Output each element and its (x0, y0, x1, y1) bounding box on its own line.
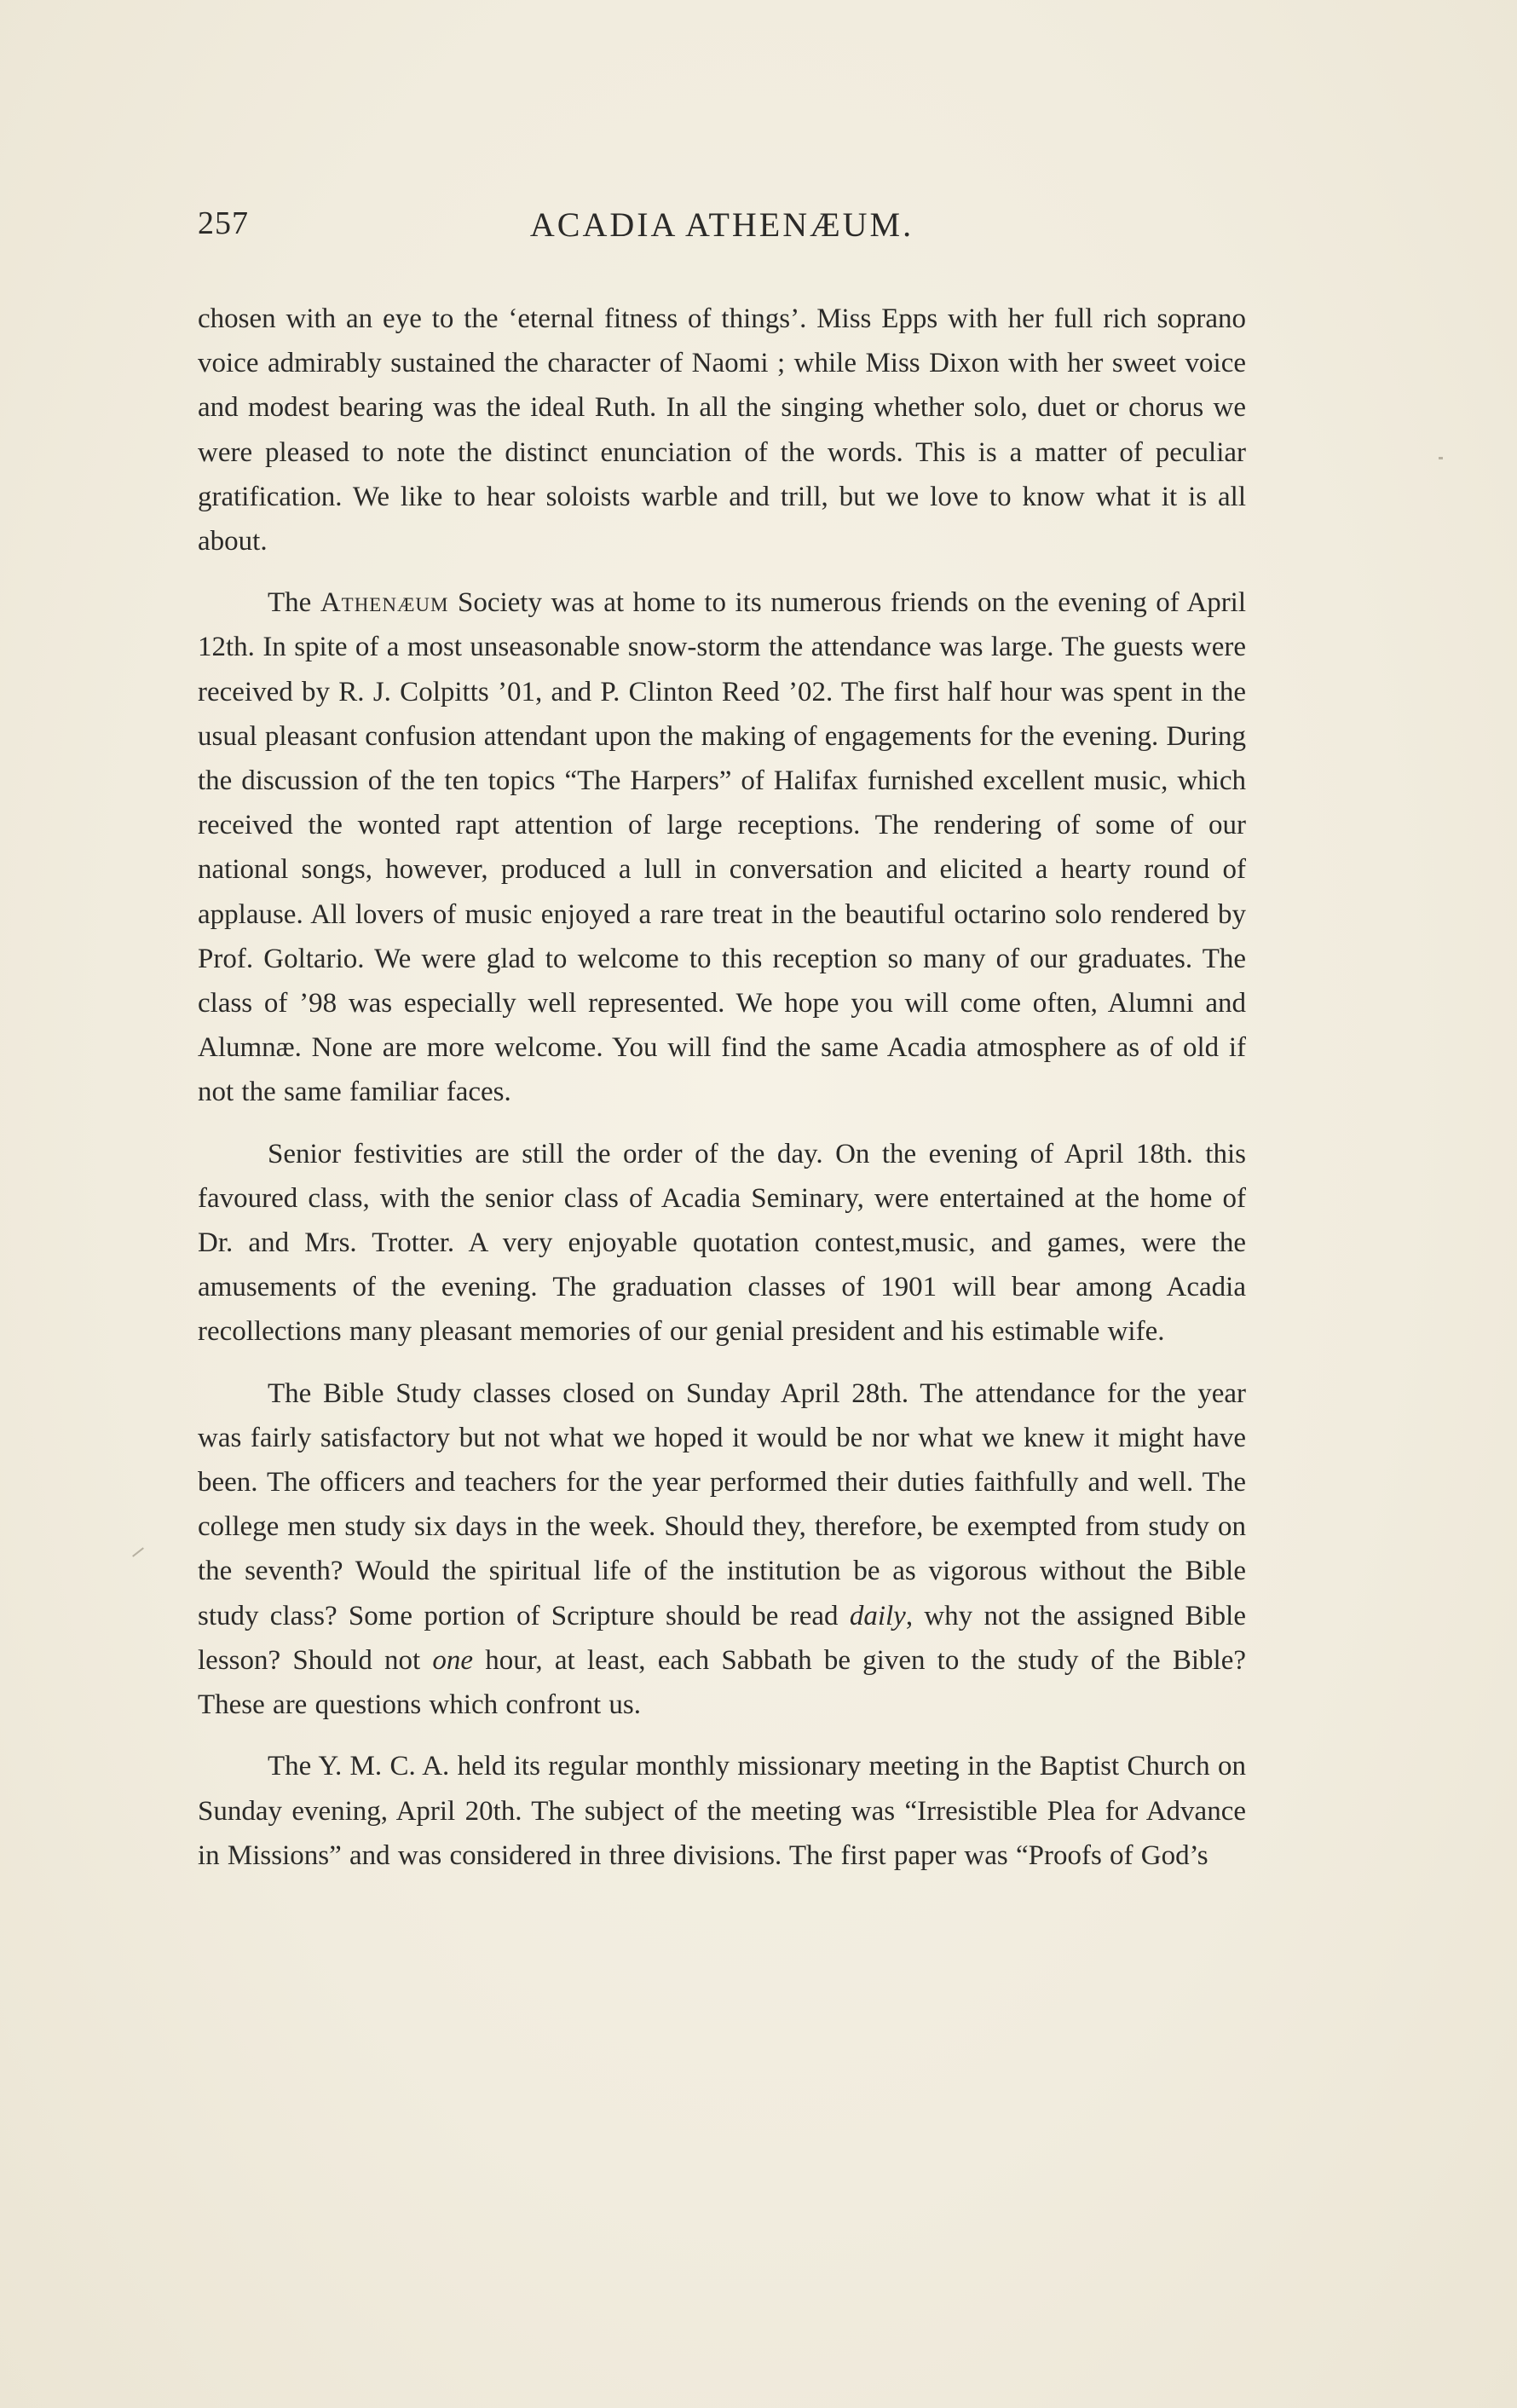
paragraph-text: chosen with an eye to the ‘eternal fitness of things’. Miss Epps with her full rich soprano voice admirably sustained the character of Naomi ; while Miss Dixon with her sweet voice and modest bearing was the ideal Ruth. In all the singing whether solo, duet or chorus we were pleased to note the distinct enunciation of the words. This is a matter of peculiar gratification. We like to hear soloists warble and trill, but we love to know what it is all about. (198, 303, 1246, 557)
paragraph-text: The Y. M. C. A. held its regular monthly missionary meeting in the Baptist Church on Sunday evening, April 20th. The subject of the meeting was “Irresistible Plea for Advance in Missions” and was considered in three divisions. The first paper was “Proofs of God’s (198, 1751, 1246, 1871)
paragraph-lead: The (268, 587, 312, 619)
emphasis-daily: daily (849, 1600, 906, 1631)
paragraph-naomi-ruth (198, 297, 1246, 563)
society-name: Athenæum (320, 587, 449, 619)
margin-mark (132, 1547, 144, 1556)
paragraph-text: , why not the assigned Bible lesson? Should not (198, 1600, 1246, 1676)
running-title: ACADIA ATHENÆUM. (529, 205, 914, 244)
page-number: 257 (198, 205, 249, 241)
article-body (198, 297, 1246, 1895)
paragraph-bible-study (198, 1371, 1246, 1728)
paragraph-text: Senior festivities are still the order of the day. On the evening of April 18th. this favoured class, with the senior class of Acadia Seminary, were entertained at the home of Dr. and Mrs. Trotter. A very enjoyable quotation contest,music, and games, were the amusements of the evening. The graduation classes of 1901 will bear among Acadia recollections many pleasant memories of our genial president and his estimable wife. (198, 1138, 1246, 1348)
emphasis-one: one (432, 1644, 474, 1676)
margin-mark (1439, 457, 1443, 459)
page-header (198, 205, 1246, 256)
paragraph-text: The Bible Study classes closed on Sunday April 28th. The attendance for the year was fairly satisfactory but not what we hoped it would be nor what we knew it might have been. The officers and teachers for the year performed their duties faithfully and well. The college men study six days in the week. Should they, therefore, be exempted from study on the seventh? Would the spiritual life of the institution be as vigorous without the Bible study class? Some portion of Scripture should be read (198, 1377, 1246, 1631)
paragraph-text: hour, at least, each Sabbath be given to the study of the Bible? These are questions which confront us. (198, 1644, 1247, 1721)
paragraph-text: Society was at home to its numerous friends on the evening of April 12th. In spite of a most unseasonable snow-storm the attendance was large. The guests were received by R. J. Colpitts ’01, and P. Clinton Reed ’02. The first half hour was spent in the usual pleasant confusion attendant upon the making of engagements for the evening. During the discussion of the ten topics “The Harpers” of Halifax furnished excellent music, which received the wonted rapt attention of large receptions. The rendering of some of our national songs, however, produced a lull in conversation and elicited a hearty round of applause. All lovers of music enjoyed a rare treat in the beautiful octarino solo rendered by Prof. Goltario. We were glad to welcome to this reception so many of our graduates. The class of ’98 was especially well represented. We hope you will come often, Alumni and Alumnæ. None are more welcome. You will find the same Acadia atmosphere as of old if not the same familiar faces. (198, 587, 1247, 1108)
paragraph-ymca (198, 1744, 1246, 1878)
paragraph-athenaeum-society (198, 580, 1246, 1114)
paragraph-senior-festivities (198, 1132, 1246, 1354)
